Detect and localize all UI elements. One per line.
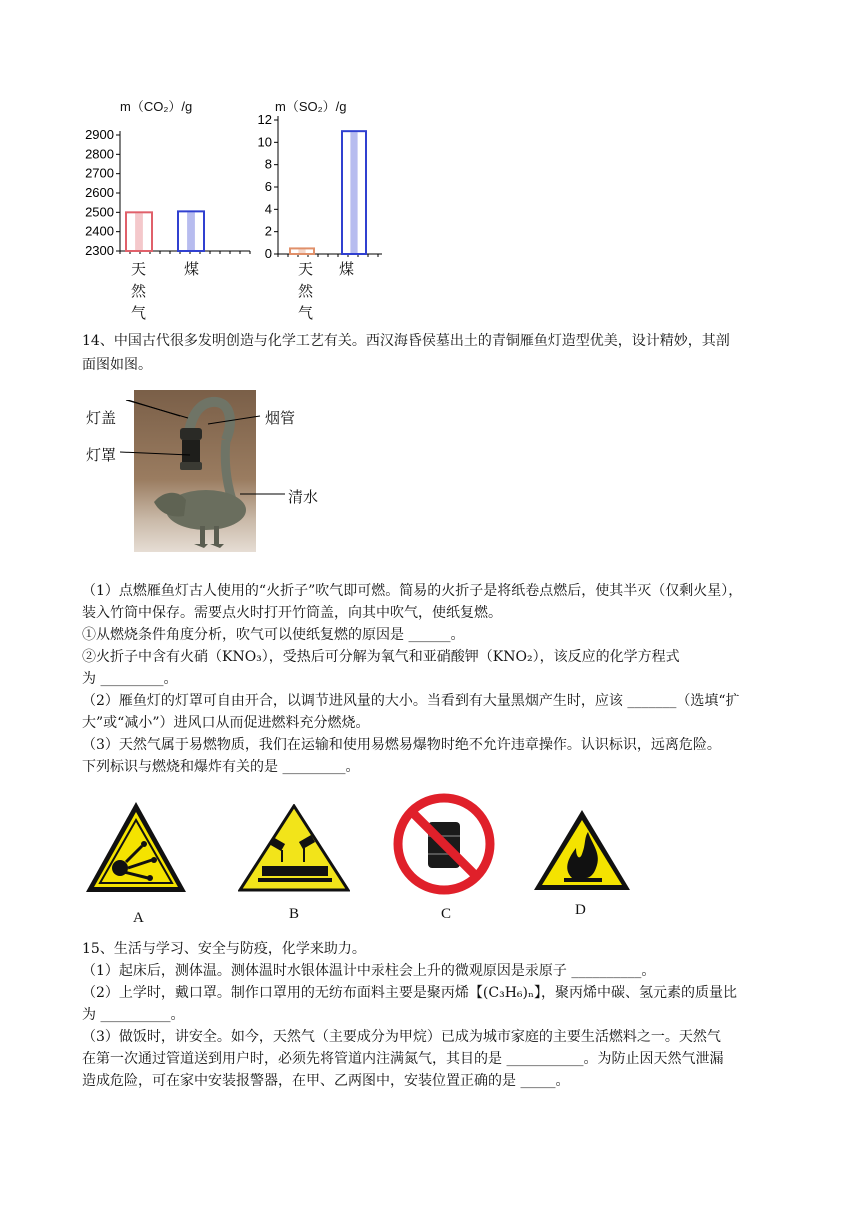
- lamp-label-water: 清水: [288, 488, 319, 506]
- y-tick-label: 2400: [85, 223, 114, 239]
- q15-line3: 为 __________。: [82, 1007, 185, 1023]
- lamp-label-cover: 灯盖: [86, 409, 117, 427]
- q14-part2-line1: （2）雁鱼灯的灯罩可自由开合，以调节进风量的大小。当看到有大量黑烟产生时，应该 _______（选填“扩: [82, 693, 740, 709]
- chart1-ylabel: m（CO₂）/g: [120, 99, 193, 114]
- option-d-label: D: [575, 902, 586, 918]
- y-tick-label: 12: [257, 112, 272, 127]
- corrosive-warning-icon: [238, 804, 350, 892]
- y-tick-label: 2: [264, 223, 272, 239]
- explosive-warning-icon: [82, 798, 190, 896]
- chart2-so2: [240, 110, 390, 265]
- q15-title: 15、生活与学习、安全与防疫，化学来助力。: [82, 941, 366, 957]
- chart2-category-coal: 煤: [339, 260, 355, 278]
- q14-part1-line2: 装入竹筒中保存。需要点火时打开竹筒盖，向其中吹气，使纸复燃。: [82, 605, 502, 621]
- q14-part3-line1: （3）天然气属于易燃物质，我们在运输和使用易燃易爆物时绝不允许违章操作。认识标识，远离危险。: [82, 737, 721, 753]
- q15-line1: （1）起床后，测体温。测体温时水银体温计中汞柱会上升的微观原因是汞原子 __________。: [82, 963, 656, 979]
- y-tick-label: 10: [257, 134, 272, 150]
- y-tick-label: 2800: [85, 146, 114, 162]
- bar-shade: [298, 249, 305, 254]
- y-tick-label: 2600: [85, 185, 114, 200]
- y-tick-label: 0: [264, 246, 272, 261]
- q14-part1-line5: 为 _________。: [82, 671, 178, 687]
- chart2-category-natural-gas: 天 然 气: [298, 260, 314, 322]
- y-tick-label: 2900: [85, 127, 114, 142]
- bar-shade: [350, 132, 357, 254]
- y-tick-label: 2300: [85, 243, 114, 258]
- q15-line6: 造成危险，可在家中安装报警器，在甲、乙两图中，安装位置正确的是 _____。: [82, 1073, 570, 1089]
- q14-part1-line4: ②火折子中含有火硝（KNO₃），受热后可分解为氧气和亚硝酸钾（KNO₂），该反应的化学方程式: [82, 649, 680, 665]
- y-tick-label: 2700: [85, 165, 114, 181]
- chart1-co2: [70, 115, 260, 265]
- flammable-warning-icon: [532, 808, 632, 892]
- q14-part1-line3: ①从燃烧条件角度分析，吹气可以使纸复燃的原因是 ______。: [82, 627, 465, 643]
- y-tick-label: 8: [264, 156, 272, 172]
- y-tick-label: 4: [264, 201, 272, 217]
- lamp-label-chimney: 烟管: [265, 409, 296, 427]
- q14-intro-line1: 14、中国古代很多发明创造与化学工艺有关。西汉海昏侯墓出土的青铜雁鱼灯造型优美，设计精妙，其剖: [82, 333, 730, 349]
- lamp-label-shade: 灯罩: [86, 446, 117, 464]
- y-tick-label: 6: [264, 179, 272, 194]
- option-c-label: C: [441, 906, 452, 922]
- option-a-label: A: [133, 910, 144, 926]
- prohibition-barrel-icon: [392, 792, 496, 896]
- q14-intro-line2: 面图如图。: [82, 357, 152, 373]
- q15-line5: 在第一次通过管道送到用户时，必须先将管道内注满氮气，其目的是 ___________。为防止因天然气泄漏: [82, 1051, 724, 1067]
- bar-shade: [187, 212, 195, 251]
- option-b-label: B: [289, 906, 300, 922]
- bar-shade: [135, 213, 143, 251]
- chart2-ylabel: m（SO₂）/g: [275, 99, 347, 114]
- q14-part3-line2: 下列标识与燃烧和爆炸有关的是 _________。: [82, 759, 360, 775]
- q15-line4: （3）做饭时，讲安全。如今，天然气（主要成分为甲烷）已成为城市家庭的主要生活燃料之一。天然气: [82, 1029, 721, 1045]
- y-tick-label: 2500: [85, 204, 114, 220]
- q14-part1-line1: （1）点燃雁鱼灯古人使用的“火折子”吹气即可燃。简易的火折子是将纸卷点燃后，使其半灭（仅剩火星），: [82, 583, 743, 599]
- chart1-category-coal: 煤: [184, 260, 200, 278]
- q15-line2: （2）上学时，戴口罩。制作口罩用的无纺布面料主要是聚丙烯【(C₃H₆)ₙ】，聚丙烯中碳、氢元素的质量比: [82, 985, 738, 1001]
- chart1-category-natural-gas: 天 然 气: [131, 260, 147, 322]
- q14-part2-line2: 大”或“减小”）进风口从而促进燃料充分燃烧。: [82, 715, 370, 731]
